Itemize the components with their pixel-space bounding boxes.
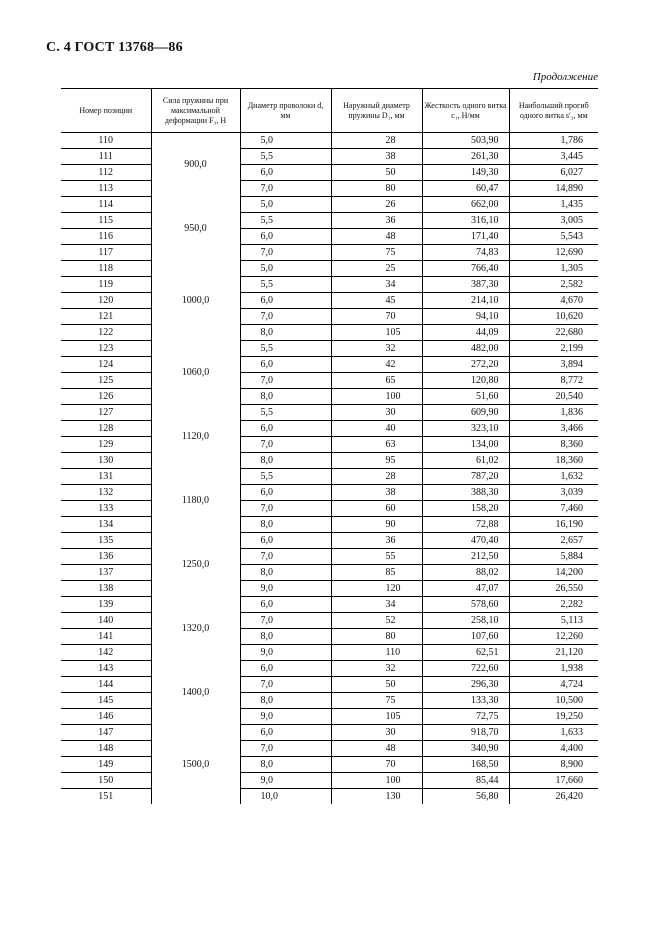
stiffness-cell: 323,10 (422, 421, 509, 437)
column-header: Номер позиции (61, 89, 151, 133)
wire-diameter-cell: 6,0 (240, 421, 331, 437)
deflection-cell: 18,360 (509, 453, 598, 469)
table-row (61, 421, 598, 437)
table-row (61, 485, 598, 501)
stiffness-cell: 88,02 (422, 565, 509, 581)
position-cell: 128 (61, 421, 151, 437)
force-cell: 1320,0 (151, 597, 240, 661)
wire-diameter-cell: 9,0 (240, 581, 331, 597)
wire-diameter-cell: 5,5 (240, 277, 331, 293)
outer-diameter-cell: 85 (331, 565, 422, 581)
force-cell: 1500,0 (151, 725, 240, 805)
stiffness-cell: 503,90 (422, 133, 509, 149)
stiffness-cell: 316,10 (422, 213, 509, 229)
outer-diameter-cell: 70 (331, 757, 422, 773)
deflection-cell: 5,113 (509, 613, 598, 629)
position-cell: 137 (61, 565, 151, 581)
deflection-cell: 1,836 (509, 405, 598, 421)
position-cell: 113 (61, 181, 151, 197)
outer-diameter-cell: 75 (331, 693, 422, 709)
table-row (61, 277, 598, 293)
position-cell: 117 (61, 245, 151, 261)
deflection-cell: 5,884 (509, 549, 598, 565)
outer-diameter-cell: 34 (331, 597, 422, 613)
wire-diameter-cell: 5,5 (240, 405, 331, 421)
table-row (61, 453, 598, 469)
outer-diameter-cell: 60 (331, 501, 422, 517)
deflection-cell: 1,938 (509, 661, 598, 677)
wire-diameter-cell: 7,0 (240, 437, 331, 453)
outer-diameter-cell: 52 (331, 613, 422, 629)
stiffness-cell: 158,20 (422, 501, 509, 517)
deflection-cell: 21,120 (509, 645, 598, 661)
stiffness-cell: 787,20 (422, 469, 509, 485)
table-row (61, 741, 598, 757)
outer-diameter-cell: 38 (331, 149, 422, 165)
wire-diameter-cell: 7,0 (240, 741, 331, 757)
wire-diameter-cell: 6,0 (240, 229, 331, 245)
wire-diameter-cell: 5,5 (240, 469, 331, 485)
outer-diameter-cell: 36 (331, 213, 422, 229)
stiffness-cell: 722,60 (422, 661, 509, 677)
force-cell: 1250,0 (151, 533, 240, 597)
table-row (61, 293, 598, 309)
wire-diameter-cell: 8,0 (240, 565, 331, 581)
table-row (61, 709, 598, 725)
force-cell: 950,0 (151, 197, 240, 261)
position-cell: 136 (61, 549, 151, 565)
stiffness-cell: 171,40 (422, 229, 509, 245)
force-cell: 1180,0 (151, 469, 240, 533)
table-row (61, 165, 598, 181)
position-cell: 148 (61, 741, 151, 757)
position-cell: 141 (61, 629, 151, 645)
stiffness-cell: 62,51 (422, 645, 509, 661)
force-cell: 1400,0 (151, 661, 240, 725)
wire-diameter-cell: 5,0 (240, 261, 331, 277)
wire-diameter-cell: 8,0 (240, 629, 331, 645)
table-row (61, 181, 598, 197)
table-row (61, 437, 598, 453)
wire-diameter-cell: 10,0 (240, 789, 331, 805)
outer-diameter-cell: 40 (331, 421, 422, 437)
table-row (61, 613, 598, 629)
stiffness-cell: 72,75 (422, 709, 509, 725)
table-row (61, 693, 598, 709)
outer-diameter-cell: 28 (331, 469, 422, 485)
outer-diameter-cell: 105 (331, 709, 422, 725)
position-cell: 133 (61, 501, 151, 517)
stiffness-cell: 918,70 (422, 725, 509, 741)
outer-diameter-cell: 28 (331, 133, 422, 149)
position-cell: 146 (61, 709, 151, 725)
stiffness-cell: 60,47 (422, 181, 509, 197)
stiffness-cell: 133,30 (422, 693, 509, 709)
wire-diameter-cell: 5,5 (240, 341, 331, 357)
wire-diameter-cell: 8,0 (240, 453, 331, 469)
table-row (61, 645, 598, 661)
outer-diameter-cell: 90 (331, 517, 422, 533)
outer-diameter-cell: 48 (331, 229, 422, 245)
force-cell: 1060,0 (151, 341, 240, 405)
outer-diameter-cell: 50 (331, 677, 422, 693)
wire-diameter-cell: 7,0 (240, 549, 331, 565)
position-cell: 121 (61, 309, 151, 325)
deflection-cell: 14,200 (509, 565, 598, 581)
stiffness-cell: 51,60 (422, 389, 509, 405)
stiffness-cell: 85,44 (422, 773, 509, 789)
position-cell: 138 (61, 581, 151, 597)
deflection-cell: 1,632 (509, 469, 598, 485)
wire-diameter-cell: 5,5 (240, 213, 331, 229)
table-row (61, 677, 598, 693)
deflection-cell: 1,305 (509, 261, 598, 277)
stiffness-cell: 107,60 (422, 629, 509, 645)
outer-diameter-cell: 110 (331, 645, 422, 661)
table-row (61, 501, 598, 517)
table-row (61, 789, 598, 805)
deflection-cell: 1,435 (509, 197, 598, 213)
outer-diameter-cell: 105 (331, 325, 422, 341)
outer-diameter-cell: 50 (331, 165, 422, 181)
position-cell: 110 (61, 133, 151, 149)
table-row (61, 725, 598, 741)
position-cell: 132 (61, 485, 151, 501)
deflection-cell: 3,445 (509, 149, 598, 165)
position-cell: 118 (61, 261, 151, 277)
position-cell: 142 (61, 645, 151, 661)
stiffness-cell: 662,00 (422, 197, 509, 213)
wire-diameter-cell: 6,0 (240, 293, 331, 309)
position-cell: 111 (61, 149, 151, 165)
stiffness-cell: 72,88 (422, 517, 509, 533)
stiffness-cell: 482,00 (422, 341, 509, 357)
wire-diameter-cell: 6,0 (240, 533, 331, 549)
position-cell: 119 (61, 277, 151, 293)
table-row (61, 661, 598, 677)
wire-diameter-cell: 6,0 (240, 597, 331, 613)
deflection-cell: 3,039 (509, 485, 598, 501)
outer-diameter-cell: 36 (331, 533, 422, 549)
table-row (61, 245, 598, 261)
wire-diameter-cell: 6,0 (240, 485, 331, 501)
deflection-cell: 12,690 (509, 245, 598, 261)
position-cell: 145 (61, 693, 151, 709)
column-header: Диаметр проволоки d, мм (240, 89, 331, 133)
outer-diameter-cell: 48 (331, 741, 422, 757)
outer-diameter-cell: 95 (331, 453, 422, 469)
position-cell: 149 (61, 757, 151, 773)
position-cell: 126 (61, 389, 151, 405)
table-row (61, 565, 598, 581)
outer-diameter-cell: 32 (331, 661, 422, 677)
position-cell: 112 (61, 165, 151, 181)
stiffness-cell: 272,20 (422, 357, 509, 373)
deflection-cell: 16,190 (509, 517, 598, 533)
wire-diameter-cell: 7,0 (240, 677, 331, 693)
table-row (61, 197, 598, 213)
table-row (61, 773, 598, 789)
outer-diameter-cell: 120 (331, 581, 422, 597)
wire-diameter-cell: 7,0 (240, 613, 331, 629)
outer-diameter-cell: 55 (331, 549, 422, 565)
table-row (61, 133, 598, 149)
table-row (61, 581, 598, 597)
deflection-cell: 19,250 (509, 709, 598, 725)
table-row (61, 469, 598, 485)
outer-diameter-cell: 25 (331, 261, 422, 277)
stiffness-cell: 296,30 (422, 677, 509, 693)
table-header-row (61, 89, 598, 133)
table-row (61, 229, 598, 245)
stiffness-cell: 261,30 (422, 149, 509, 165)
deflection-cell: 3,005 (509, 213, 598, 229)
deflection-cell: 14,890 (509, 181, 598, 197)
position-cell: 127 (61, 405, 151, 421)
outer-diameter-cell: 63 (331, 437, 422, 453)
deflection-cell: 8,900 (509, 757, 598, 773)
wire-diameter-cell: 6,0 (240, 357, 331, 373)
wire-diameter-cell: 8,0 (240, 693, 331, 709)
deflection-cell: 8,360 (509, 437, 598, 453)
deflection-cell: 2,582 (509, 277, 598, 293)
position-cell: 116 (61, 229, 151, 245)
stiffness-cell: 56,80 (422, 789, 509, 805)
table-body (61, 133, 598, 805)
position-cell: 114 (61, 197, 151, 213)
column-header: Наибольший прогиб одного витка s′₃, мм (509, 89, 598, 133)
deflection-cell: 20,540 (509, 389, 598, 405)
outer-diameter-cell: 80 (331, 629, 422, 645)
stiffness-cell: 74,83 (422, 245, 509, 261)
deflection-cell: 8,772 (509, 373, 598, 389)
outer-diameter-cell: 30 (331, 725, 422, 741)
outer-diameter-cell: 100 (331, 389, 422, 405)
wire-diameter-cell: 7,0 (240, 309, 331, 325)
deflection-cell: 3,466 (509, 421, 598, 437)
position-cell: 131 (61, 469, 151, 485)
position-cell: 140 (61, 613, 151, 629)
force-cell: 1120,0 (151, 405, 240, 469)
outer-diameter-cell: 30 (331, 405, 422, 421)
stiffness-cell: 149,30 (422, 165, 509, 181)
position-cell: 120 (61, 293, 151, 309)
outer-diameter-cell: 42 (331, 357, 422, 373)
deflection-cell: 4,670 (509, 293, 598, 309)
stiffness-cell: 387,30 (422, 277, 509, 293)
outer-diameter-cell: 34 (331, 277, 422, 293)
deflection-cell: 26,420 (509, 789, 598, 805)
outer-diameter-cell: 130 (331, 789, 422, 805)
outer-diameter-cell: 38 (331, 485, 422, 501)
stiffness-cell: 61,02 (422, 453, 509, 469)
table-row (61, 533, 598, 549)
position-cell: 135 (61, 533, 151, 549)
table-row (61, 341, 598, 357)
wire-diameter-cell: 8,0 (240, 389, 331, 405)
table-row (61, 389, 598, 405)
wire-diameter-cell: 5,0 (240, 197, 331, 213)
table-row (61, 373, 598, 389)
column-header: Жесткость одного витка c₁, Н/мм (422, 89, 509, 133)
wire-diameter-cell: 7,0 (240, 181, 331, 197)
deflection-cell: 2,657 (509, 533, 598, 549)
outer-diameter-cell: 70 (331, 309, 422, 325)
position-cell: 122 (61, 325, 151, 341)
wire-diameter-cell: 8,0 (240, 517, 331, 533)
force-cell: 900,0 (151, 133, 240, 197)
wire-diameter-cell: 8,0 (240, 325, 331, 341)
table-row (61, 309, 598, 325)
position-cell: 134 (61, 517, 151, 533)
table-row (61, 261, 598, 277)
stiffness-cell: 578,60 (422, 597, 509, 613)
wire-diameter-cell: 7,0 (240, 245, 331, 261)
table-row (61, 629, 598, 645)
position-cell: 115 (61, 213, 151, 229)
position-cell: 123 (61, 341, 151, 357)
position-cell: 151 (98, 791, 114, 802)
outer-diameter-cell: 80 (331, 181, 422, 197)
position-cell: 124 (61, 357, 151, 373)
stiffness-cell: 47,07 (422, 581, 509, 597)
springs-table (61, 88, 598, 804)
stiffness-cell: 212,50 (422, 549, 509, 565)
wire-diameter-cell: 8,0 (240, 757, 331, 773)
stiffness-cell: 134,00 (422, 437, 509, 453)
wire-diameter-cell: 6,0 (240, 165, 331, 181)
deflection-cell: 4,724 (509, 677, 598, 693)
stiffness-cell: 766,40 (422, 261, 509, 277)
outer-diameter-cell: 26 (331, 197, 422, 213)
column-header: Наружный диаметр пружины D₁, мм (331, 89, 422, 133)
deflection-cell: 6,027 (509, 165, 598, 181)
wire-diameter-cell: 9,0 (240, 773, 331, 789)
table-row (61, 549, 598, 565)
outer-diameter-cell: 32 (331, 341, 422, 357)
table-row (61, 149, 598, 165)
stiffness-cell: 94,10 (422, 309, 509, 325)
deflection-cell: 10,620 (509, 309, 598, 325)
table-row (61, 757, 598, 773)
deflection-cell: 12,260 (509, 629, 598, 645)
deflection-cell: 4,400 (509, 741, 598, 757)
stiffness-cell: 609,90 (422, 405, 509, 421)
deflection-cell: 5,543 (509, 229, 598, 245)
position-cell: 144 (61, 677, 151, 693)
wire-diameter-cell: 7,0 (240, 501, 331, 517)
position-cell: 139 (61, 597, 151, 613)
wire-diameter-cell: 9,0 (240, 709, 331, 725)
table-row (61, 597, 598, 613)
table-row (61, 357, 598, 373)
position-cell: 150 (61, 773, 151, 789)
wire-diameter-cell: 6,0 (240, 725, 331, 741)
outer-diameter-cell: 75 (331, 245, 422, 261)
deflection-cell: 22,680 (509, 325, 598, 341)
position-cell: 143 (61, 661, 151, 677)
stiffness-cell: 44,09 (422, 325, 509, 341)
stiffness-cell: 388,30 (422, 485, 509, 501)
wire-diameter-cell: 5,0 (240, 133, 331, 149)
stiffness-cell: 168,50 (422, 757, 509, 773)
stiffness-cell: 120,80 (422, 373, 509, 389)
table-row (61, 213, 598, 229)
deflection-cell: 1,633 (509, 725, 598, 741)
outer-diameter-cell: 45 (331, 293, 422, 309)
continuation-label: Продолжение (532, 71, 598, 83)
position-cell: 130 (61, 453, 151, 469)
position-cell: 129 (61, 437, 151, 453)
position-cell: 147 (61, 725, 151, 741)
deflection-cell: 2,199 (509, 341, 598, 357)
deflection-cell: 26,550 (509, 581, 598, 597)
stiffness-cell: 214,10 (422, 293, 509, 309)
wire-diameter-cell: 7,0 (240, 373, 331, 389)
outer-diameter-cell: 65 (331, 373, 422, 389)
wire-diameter-cell: 6,0 (240, 661, 331, 677)
position-cell: 125 (61, 373, 151, 389)
table-row (61, 517, 598, 533)
column-header: Сила пружины при максимальной деформации F₃, Н (151, 89, 240, 133)
force-cell: 1000,0 (151, 261, 240, 341)
wire-diameter-cell: 5,5 (240, 149, 331, 165)
page-header: С. 4 ГОСТ 13768—86 (46, 40, 183, 55)
deflection-cell: 17,660 (509, 773, 598, 789)
wire-diameter-cell: 9,0 (240, 645, 331, 661)
stiffness-cell: 258,10 (422, 613, 509, 629)
table-row (61, 405, 598, 421)
deflection-cell: 2,282 (509, 597, 598, 613)
table-row (61, 325, 598, 341)
deflection-cell: 7,460 (509, 501, 598, 517)
deflection-cell: 3,894 (509, 357, 598, 373)
outer-diameter-cell: 100 (331, 773, 422, 789)
stiffness-cell: 470,40 (422, 533, 509, 549)
deflection-cell: 1,786 (509, 133, 598, 149)
stiffness-cell: 340,90 (422, 741, 509, 757)
deflection-cell: 10,500 (509, 693, 598, 709)
